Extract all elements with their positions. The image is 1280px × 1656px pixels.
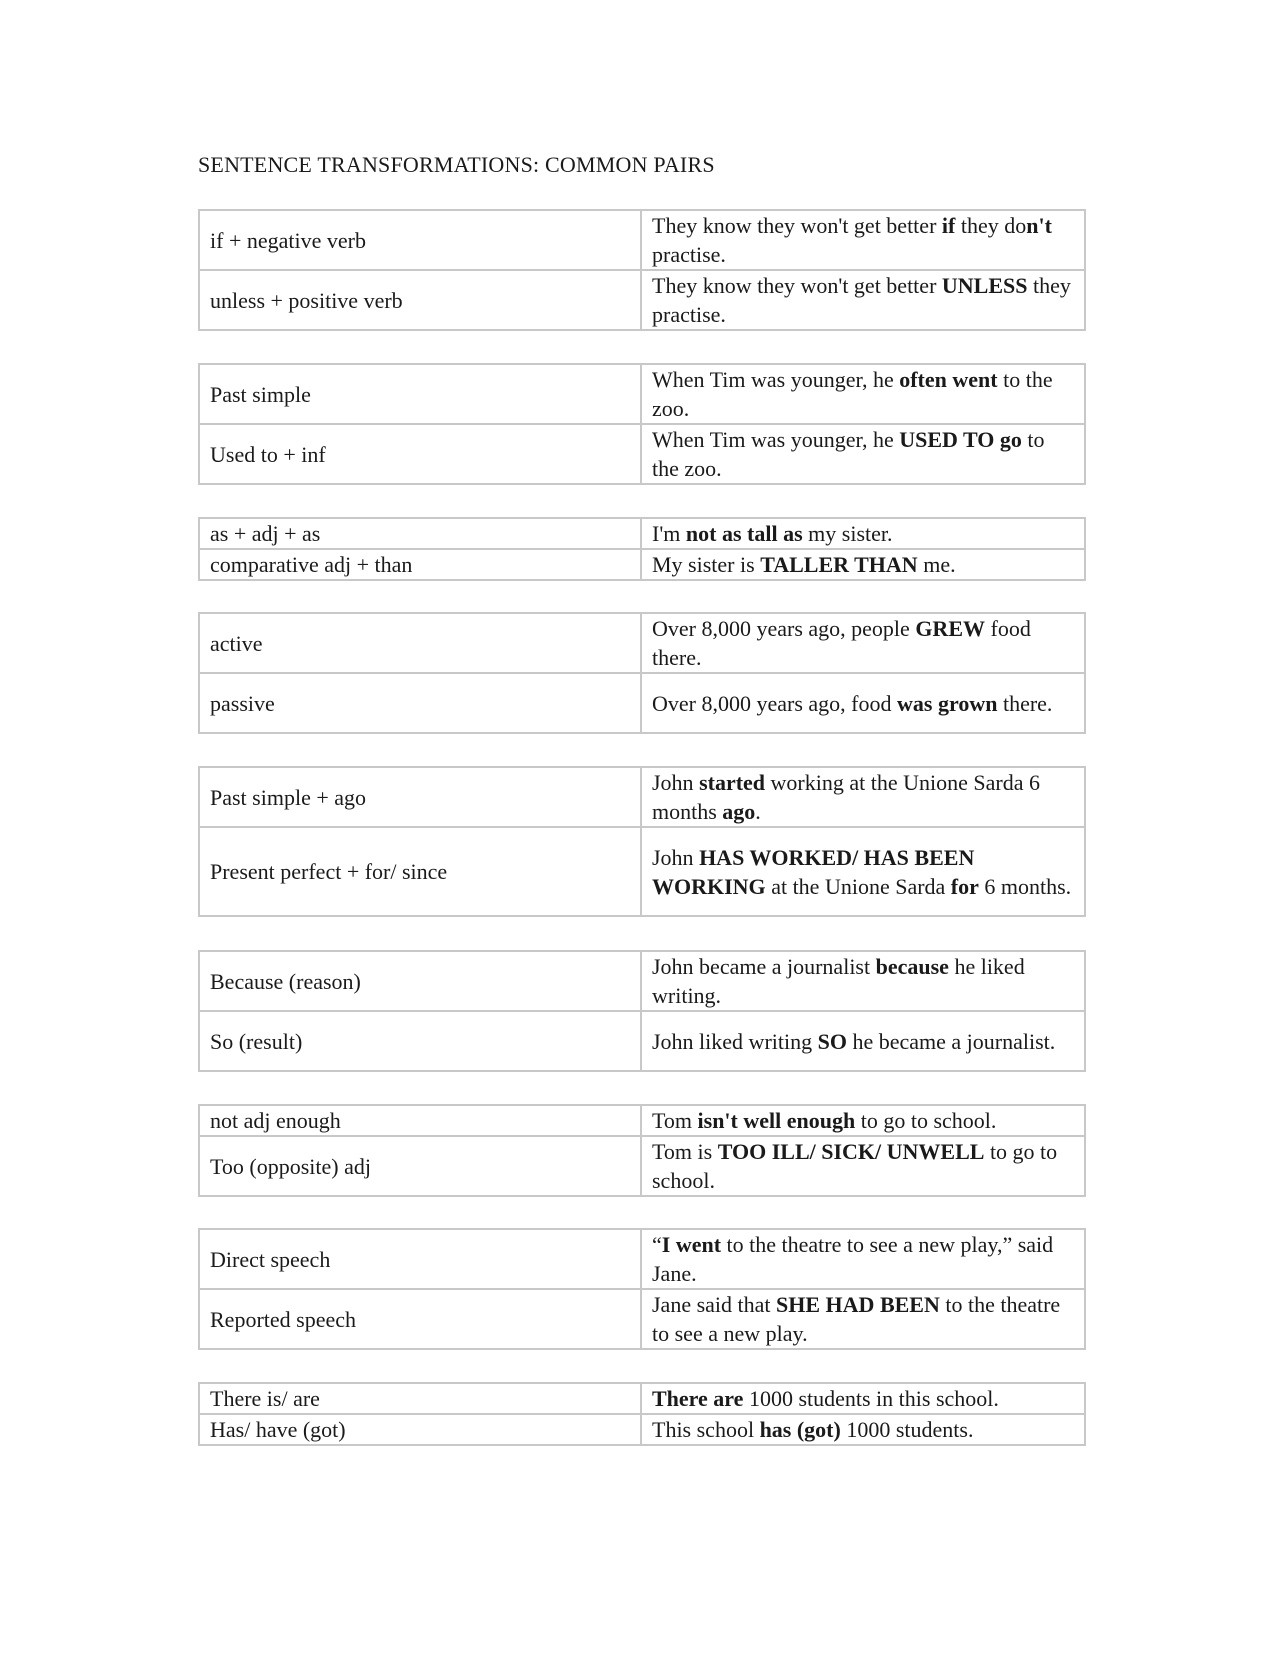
emphasized-text: I went — [661, 1232, 722, 1257]
table-row — [199, 613, 1085, 673]
structure-label: comparative adj + than — [199, 549, 641, 580]
table-row — [199, 270, 1085, 330]
sentence-text: 6 months. — [978, 873, 1072, 899]
emphasized-text: There are — [652, 1386, 744, 1411]
example-sentence — [641, 827, 1085, 916]
table-row — [199, 1011, 1085, 1071]
table-row — [199, 673, 1085, 733]
pair-table-comparatives — [198, 517, 1086, 581]
sentence-text: me. — [917, 552, 956, 577]
structure-label: Direct speech — [199, 1229, 641, 1289]
sentence-text: Tom — [652, 1108, 698, 1133]
structure-label: unless + positive verb — [199, 270, 641, 330]
example-sentence — [641, 951, 1085, 1011]
structure-label: Too (opposite) adj — [199, 1136, 641, 1196]
emphasized-text: has (got) — [759, 1417, 841, 1442]
table-row — [199, 1383, 1085, 1414]
emphasized-text: n't — [1026, 213, 1052, 238]
table-row — [199, 1289, 1085, 1349]
example-sentence — [641, 1414, 1085, 1445]
sentence-text: This school — [652, 1417, 760, 1442]
table-row — [199, 424, 1085, 484]
structure-label: Present perfect + for/ since — [199, 827, 641, 916]
structure-label: Has/ have (got) — [199, 1414, 641, 1445]
structure-label: not adj enough — [199, 1105, 641, 1136]
sentence-text: they practise. — [652, 273, 1071, 327]
example-sentence — [641, 1289, 1085, 1349]
emphasized-text: TALLER THAN — [760, 552, 918, 577]
example-sentence — [641, 1383, 1085, 1414]
sentence-text: Jane said that — [652, 1292, 777, 1317]
sentence-text: John — [652, 844, 700, 870]
table-row — [199, 549, 1085, 580]
sentence-text: working at the Unione Sarda 6 months — [652, 770, 1040, 824]
sentence-text: there. — [997, 690, 1053, 716]
sentence-text: to go to school. — [855, 1108, 997, 1133]
sentence-text: . — [755, 799, 761, 824]
emphasized-text: USED TO go — [899, 427, 1022, 452]
table-row — [199, 364, 1085, 424]
example-sentence — [641, 1229, 1085, 1289]
example-sentence — [641, 364, 1085, 424]
emphasized-text: started — [699, 770, 766, 795]
emphasized-text: was grown — [897, 690, 998, 716]
table-row — [199, 1136, 1085, 1196]
pair-table-passive — [198, 612, 1086, 734]
example-sentence — [641, 270, 1085, 330]
structure-label: active — [199, 613, 641, 673]
structure-label: passive — [199, 673, 641, 733]
document-title: SENTENCE TRANSFORMATIONS: COMMON PAIRS — [198, 152, 715, 177]
sentence-text: to the theatre to see a new play,” said Jane. — [652, 1232, 1054, 1286]
sentence-text: practise. — [652, 242, 726, 267]
emphasized-text: GREW — [915, 616, 985, 641]
structure-label: Reported speech — [199, 1289, 641, 1349]
emphasized-text: SHE HAD BEEN — [776, 1292, 940, 1317]
pair-table-used-to — [198, 363, 1086, 485]
sentence-text: 1000 students. — [840, 1417, 974, 1442]
emphasized-text: HAS WORKED/ HAS BEEN WORKING — [652, 844, 975, 899]
pair-table-enough-too — [198, 1104, 1086, 1197]
structure-label: Past simple + ago — [199, 767, 641, 827]
structure-label: Because (reason) — [199, 951, 641, 1011]
example-sentence — [641, 210, 1085, 270]
emphasized-text: often went — [899, 367, 998, 392]
emphasized-text: not as tall as — [685, 521, 803, 546]
pair-table-there-is-has — [198, 1382, 1086, 1446]
pair-table-if-unless — [198, 209, 1086, 331]
sentence-text: John became a journalist — [652, 954, 876, 979]
sentence-text: to the zoo. — [652, 367, 1053, 421]
table-row — [199, 1229, 1085, 1289]
emphasized-text: because — [875, 954, 949, 979]
table-row — [199, 210, 1085, 270]
sentence-text: John liked writing — [652, 1028, 818, 1054]
example-sentence — [641, 549, 1085, 580]
structure-label: as + adj + as — [199, 518, 641, 549]
table-row — [199, 518, 1085, 549]
structure-label: Past simple — [199, 364, 641, 424]
sentence-text: Over 8,000 years ago, people — [652, 616, 916, 641]
pair-table-present-perfect — [198, 766, 1086, 917]
table-row — [199, 951, 1085, 1011]
sentence-text: to the theatre to see a new play. — [652, 1292, 1061, 1346]
table-row — [199, 1414, 1085, 1445]
table-row — [199, 767, 1085, 827]
emphasized-text: for — [950, 873, 979, 899]
structure-label: if + negative verb — [199, 210, 641, 270]
sentence-text: my sister. — [802, 521, 893, 546]
sentence-text: They know they won't get better — [652, 213, 942, 238]
emphasized-text: TOO ILL/ SICK/ UNWELL — [717, 1139, 985, 1164]
pair-table-because-so — [198, 950, 1086, 1072]
emphasized-text: isn't well enough — [697, 1108, 856, 1133]
table-row — [199, 827, 1085, 916]
example-sentence — [641, 518, 1085, 549]
example-sentence — [641, 424, 1085, 484]
pair-table-reported-speech — [198, 1228, 1086, 1350]
sentence-text: at the Unione Sarda — [765, 873, 951, 899]
example-sentence — [641, 613, 1085, 673]
example-sentence — [641, 767, 1085, 827]
structure-label: There is/ are — [199, 1383, 641, 1414]
emphasized-text: if — [941, 213, 956, 238]
emphasized-text: UNLESS — [941, 273, 1028, 298]
sentence-text: “ — [652, 1232, 662, 1257]
sentence-text: to the zoo. — [652, 427, 1045, 481]
sentence-text: When Tim was younger, he — [652, 367, 900, 392]
example-sentence — [641, 1105, 1085, 1136]
structure-label: So (result) — [199, 1011, 641, 1071]
example-sentence — [641, 1136, 1085, 1196]
sentence-text: Over 8,000 years ago, food — [652, 690, 897, 716]
structure-label: Used to + inf — [199, 424, 641, 484]
sentence-text: When Tim was younger, he — [652, 427, 900, 452]
sentence-text: Tom is — [652, 1139, 718, 1164]
example-sentence — [641, 673, 1085, 733]
sentence-text: I'm — [652, 521, 686, 546]
sentence-text: he liked writing. — [652, 954, 1025, 1008]
sentence-text: they do — [955, 213, 1027, 238]
sentence-text: John — [652, 770, 700, 795]
emphasized-text: SO — [817, 1028, 847, 1054]
sentence-text: My sister is — [652, 552, 761, 577]
example-sentence — [641, 1011, 1085, 1071]
table-row — [199, 1105, 1085, 1136]
emphasized-text: ago — [722, 799, 756, 824]
sentence-text: he became a journalist. — [846, 1028, 1056, 1054]
sentence-text: 1000 students in this school. — [743, 1386, 999, 1411]
sentence-text: They know they won't get better — [652, 273, 942, 298]
sentence-text: to go to school. — [652, 1139, 1058, 1193]
sentence-text: food there. — [652, 616, 1031, 670]
